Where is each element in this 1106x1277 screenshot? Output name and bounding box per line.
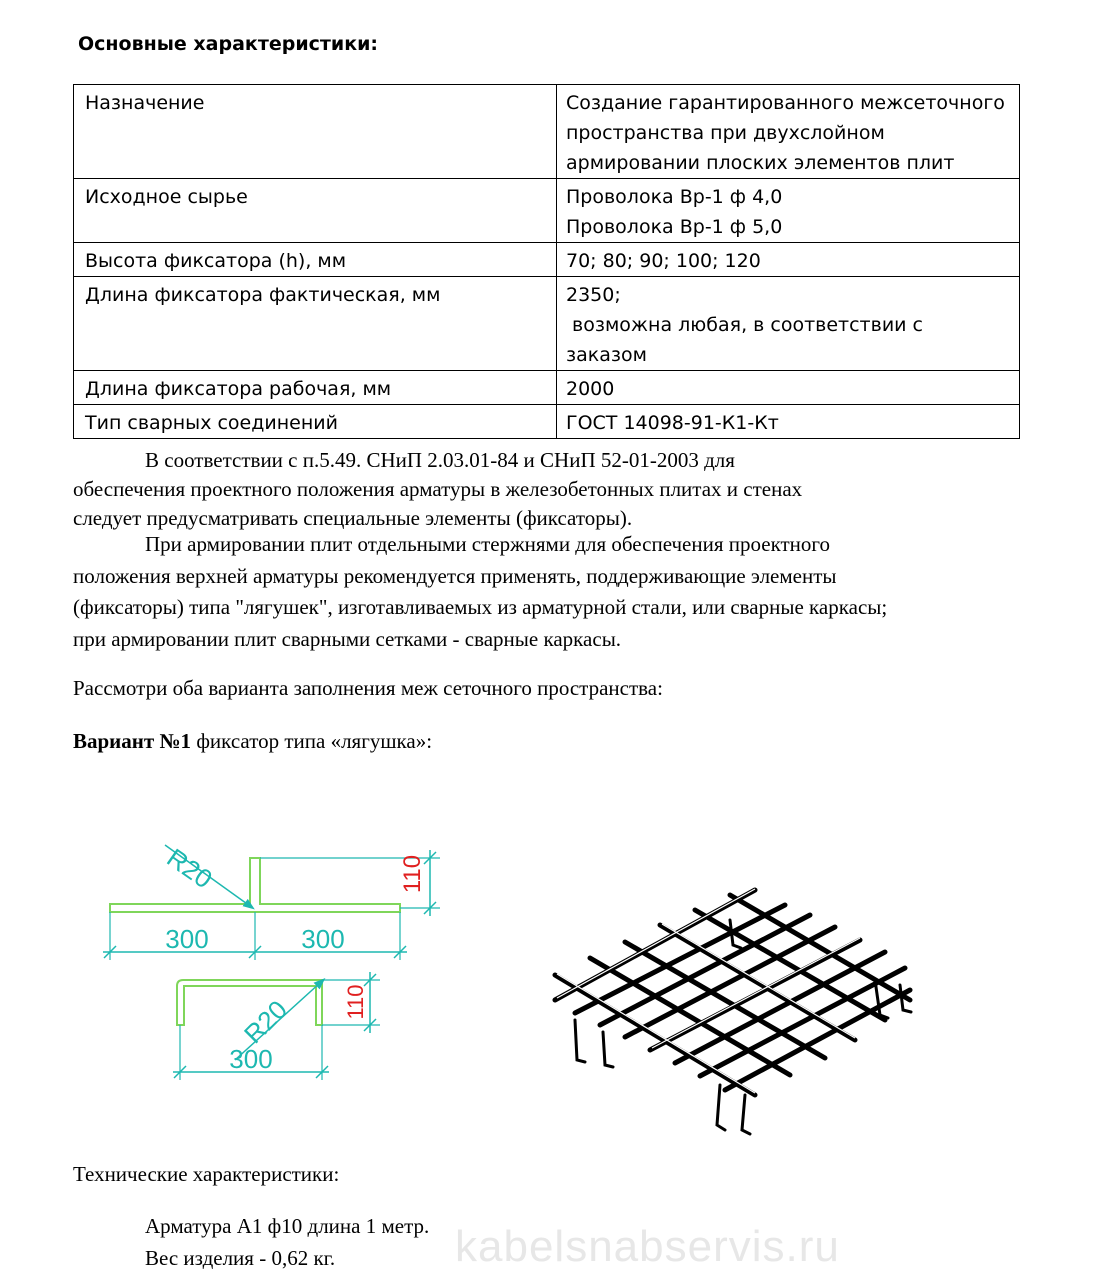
- consider-text: Рассмотри оба варианта заполнения меж сеточного пространства:: [73, 676, 663, 700]
- mesh-illustration: [545, 880, 925, 1150]
- table-row: [74, 243, 1020, 277]
- row-value: [557, 405, 1020, 439]
- characteristics-table: [73, 84, 1020, 439]
- row-value: [557, 179, 1020, 243]
- row-value: [557, 277, 1020, 371]
- text-line: (фиксаторы) типа "лягушек", изготавливаемых из арматурной стали, или сварные каркасы;: [73, 595, 888, 619]
- value-line: Создание гарантированного межсеточного: [566, 92, 1005, 114]
- text-line: следует предусматривать специальные элементы (фиксаторы).: [73, 506, 633, 530]
- table-row: [74, 371, 1020, 405]
- value-line: Проволока Вр-1 ф 4,0: [566, 186, 783, 208]
- fixator-dimension-drawing: [95, 820, 455, 1090]
- top-height-label: 110: [399, 854, 426, 894]
- tech-line: Арматура А1 ф10 длина 1 метр.: [145, 1214, 430, 1238]
- top-radius-label: R20: [161, 842, 218, 895]
- value-line: 70; 80; 90; 100; 120: [566, 250, 761, 272]
- row-label: Длина фиксатора рабочая, мм: [74, 371, 557, 405]
- table-row: [74, 179, 1020, 243]
- bottom-length-label: 300: [229, 1044, 273, 1074]
- bottom-radius-label: R20: [238, 994, 293, 1050]
- text-line: положения верхней арматуры рекомендуется применять, поддерживающие элементы: [73, 563, 837, 588]
- top-left-length-label: 300: [165, 924, 209, 954]
- tech-line: Вес изделия - 0,62 кг.: [145, 1246, 336, 1270]
- row-label: Назначение: [74, 85, 557, 179]
- variant-label: Вариант №1: [73, 729, 192, 753]
- variant-title: [73, 729, 432, 754]
- row-label: Длина фиксатора фактическая, мм: [74, 277, 557, 371]
- watermark: kabelsnabservis.ru: [455, 1222, 840, 1271]
- row-value: [557, 371, 1020, 405]
- value-line: 2000: [566, 378, 615, 400]
- text-line: при армировании плит сварными сетками - сварные каркасы.: [73, 626, 622, 651]
- bottom-height-label: 110: [343, 984, 368, 1020]
- row-label: Тип сварных соединений: [74, 405, 557, 439]
- value-line: армировании плоских элементов плит: [566, 152, 955, 174]
- row-label: Исходное сырье: [74, 179, 557, 243]
- value-line: Проволока Вр-1 ф 5,0: [566, 216, 783, 238]
- top-rod: [110, 858, 400, 912]
- table-row: [74, 277, 1020, 371]
- value-line: ГОСТ 14098-91-К1-Кт: [566, 412, 779, 434]
- table-row: [74, 85, 1020, 179]
- paragraph-snip: [73, 446, 1033, 533]
- value-line: 2350;: [566, 284, 621, 306]
- row-label: Высота фиксатора (h), мм: [74, 243, 557, 277]
- tech-title: Технические характеристики:: [73, 1162, 340, 1186]
- top-right-length-label: 300: [301, 924, 345, 954]
- value-line: возможна любая, в соответствии с: [566, 314, 924, 336]
- value-line: пространства при двухслойном: [566, 122, 885, 144]
- variant-description: фиксатор типа «лягушка»:: [191, 729, 433, 753]
- text-line: обеспечения проектного положения арматуры в железобетонных плитах и стенах: [73, 477, 803, 501]
- row-value: [557, 85, 1020, 179]
- paragraph-reinforcement: [73, 529, 1033, 655]
- table-row: [74, 405, 1020, 439]
- text-line: В соответствии с п.5.49. СНиП 2.03.01-84 и СНиП 52-01-2003 для: [145, 448, 735, 472]
- text-line: При армировании плит отдельными стержнями для обеспечения проектного: [145, 532, 831, 556]
- row-value: [557, 243, 1020, 277]
- value-line: заказом: [566, 344, 647, 366]
- section-heading: Основные характеристики:: [78, 33, 379, 55]
